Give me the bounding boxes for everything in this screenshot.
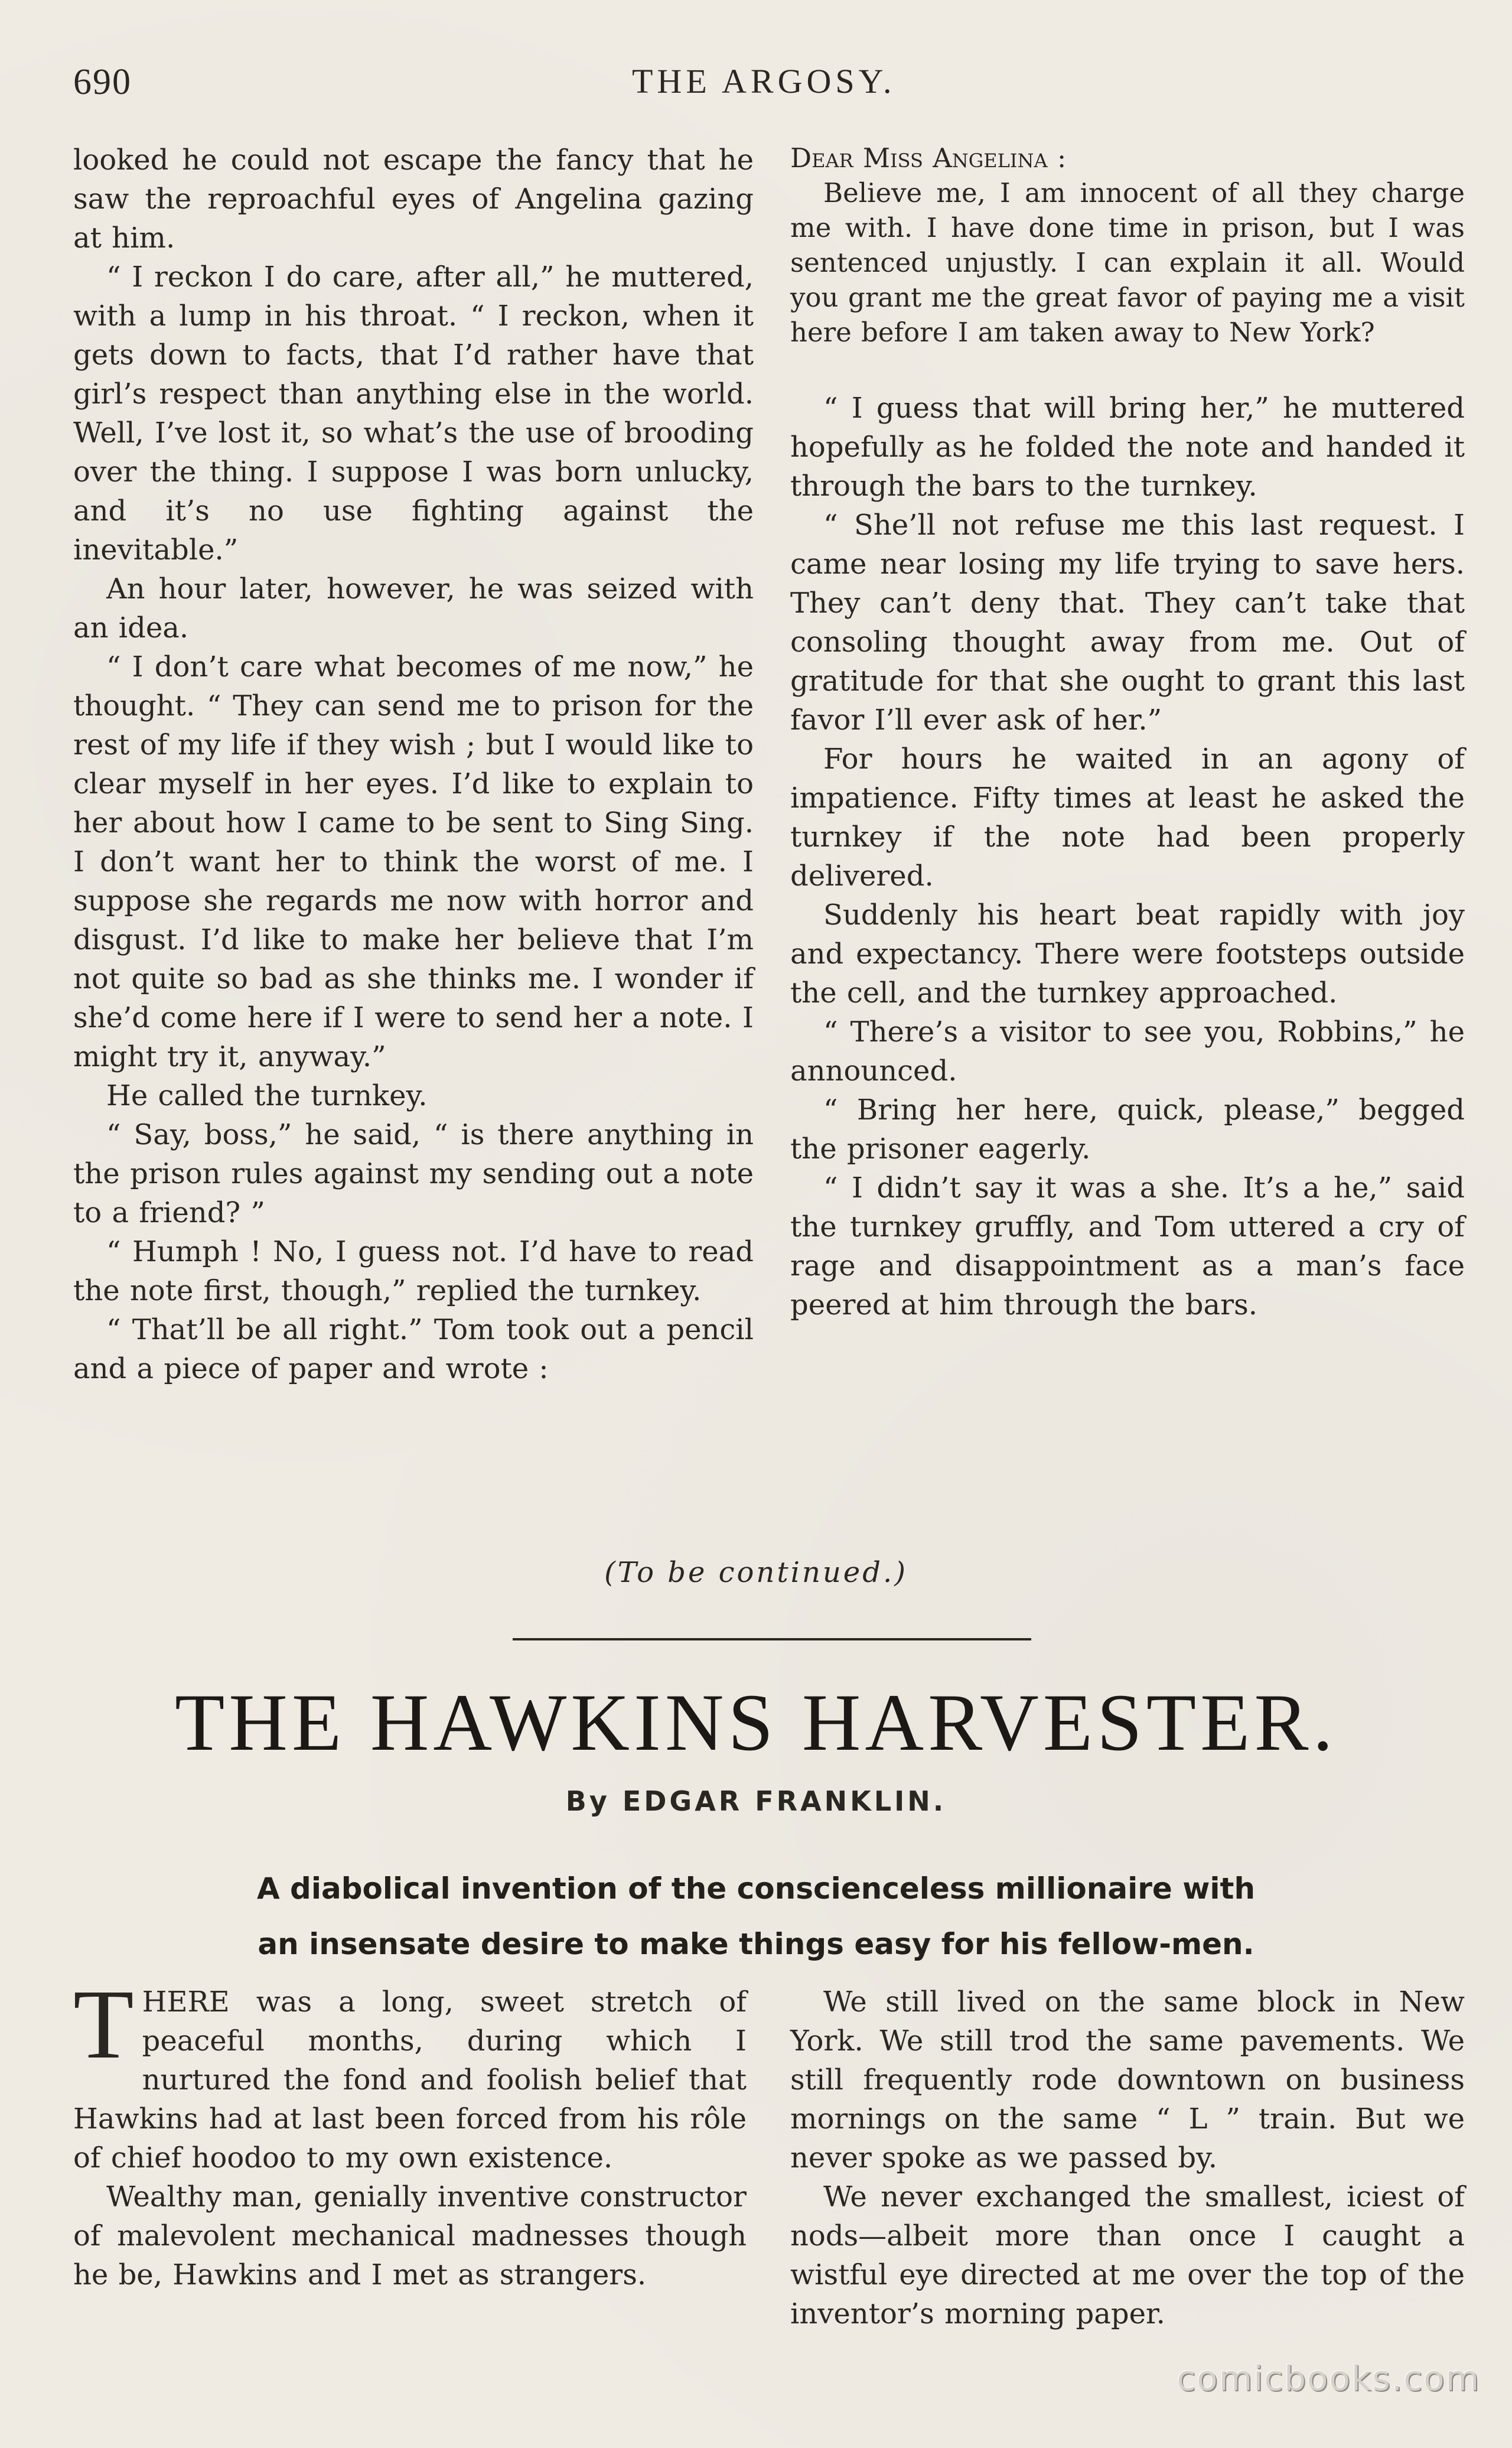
paragraph: For hours he waited in an agony of impatience. Fifty times at least he asked the turnkey if the note had been properly delivered. bbox=[790, 743, 1465, 893]
author-name: EDGAR FRANKLIN. bbox=[622, 1785, 947, 1817]
paragraph: Suddenly his heart beat rapidly with joy and expectancy. There were footsteps outside the cell, and the turnkey approached. bbox=[790, 899, 1465, 1010]
paragraph: An hour later, however, he was seized with an idea. bbox=[73, 572, 754, 644]
paragraph: “ Humph ! No, I guess not. I’d have to read the note first, though,” replied the turnkey. bbox=[73, 1235, 754, 1307]
subtitle-line: an insensate desire to make things easy for his fellow-men. bbox=[258, 1927, 1254, 1961]
paragraph: “ Say, boss,” he said, “ is there anything in the prison rules against my sending out a note to a friend? ” bbox=[73, 1118, 754, 1229]
paragraph: “ I guess that will bring her,” he muttered hopefully as he folded the note and handed it through the bars to the turnkey. bbox=[790, 392, 1465, 503]
paragraph: He called the turnkey. bbox=[106, 1079, 428, 1112]
story-title: THE HAWKINS HARVESTER. bbox=[175, 1677, 1337, 1767]
note-letter bbox=[790, 141, 1465, 350]
paragraph: “ Bring her here, quick, please,” begged the prisoner eagerly. bbox=[790, 1093, 1465, 1166]
paragraph: Wealthy man, genially inventive constructor of malevolent mechanical madnesses though he be, Hawkins and I met as strangers. bbox=[73, 2180, 747, 2291]
paragraph: “ She’ll not refuse me this last request. I came near losing my life trying to save hers. They can’t deny that. They can’t take that consoling thought away from me. Out of gratitude for that she ought to grant this last favor I’ll ever ask of her.” bbox=[790, 509, 1465, 737]
page-number: 690 bbox=[73, 62, 132, 102]
story1-left-column bbox=[73, 141, 754, 1388]
paragraph: “ I don’t care what becomes of me now,” he thought. “ They can send me to prison for the rest of my life if they wish ; but I would like to clear myself in her eyes. I’d like to explain to her about how I came to be sent to Sing Sing. I don’t want her to think the worst of me. I suppose she regards me now with horror and disgust. I’d like to make her believe that I’m not quite so bad as she thinks me. I wonder if she’d come here if I were to send her a note. I might try it, anyway.” bbox=[73, 650, 754, 1073]
paragraph: “ There’s a visitor to see you, Robbins,” he announced. bbox=[790, 1015, 1465, 1088]
subtitle-line: A diabolical invention of the conscienceless millionaire with bbox=[256, 1871, 1256, 1906]
paragraph: looked he could not escape the fancy that he saw the reproachful eyes of Angelina gazing at him. bbox=[73, 144, 754, 255]
paragraph: “ I reckon I do care, after all,” he muttered, with a lump in his throat. “ I reckon, when it gets down to facts, that I’d rather have that girl’s respect than anything else in the world. Well, I’ve lost it, so what’s the use of brooding over the thing. I suppose I was born unlucky, and it’s no use fighting against the inevitable.” bbox=[73, 261, 754, 567]
opening-text: HERE was a long, sweet stretch of peaceful months, during which I nurtured the fond and foolish belief that Hawkins had at last been forced from his rôle of chief hoodoo to my own existence. bbox=[73, 1985, 747, 2174]
drop-cap: T bbox=[73, 1970, 134, 2079]
story-subtitle bbox=[177, 1861, 1335, 1972]
paragraph: We still lived on the same block in New York. We still trod the same pavements. We still frequently rode downtown on business mornings on the same “ L ” train. But we never spoke as we passed by. bbox=[790, 1985, 1465, 2174]
opening-paragraph bbox=[73, 1970, 747, 2177]
paragraph: “ That’ll be all right.” Tom took out a pencil and a piece of paper and wrote : bbox=[73, 1313, 754, 1385]
paragraph: “ I didn’t say it was a she. It’s a he,” said the turnkey gruffly, and Tom uttered a cry of rage and disappointment as a man’s face peered at him through the bars. bbox=[790, 1171, 1465, 1321]
section-divider bbox=[513, 1638, 1031, 1640]
byline bbox=[0, 1785, 1512, 1817]
letter-salutation: Dear Miss Angelina : bbox=[790, 142, 1067, 174]
watermark-logo: comicbooks.com bbox=[1177, 2358, 1480, 2398]
to-be-continued: (To be continued.) bbox=[604, 1556, 908, 1589]
letter-body: Believe me, I am innocent of all they charge me with. I have done time in prison, but I was sentenced unjustly. I can explain it all. Would you grant me the great favor of paying me a visit here before I am taken away to New York? bbox=[790, 177, 1465, 348]
story2-left-column bbox=[73, 1970, 747, 2294]
paragraph: We never exchanged the smallest, iciest of nods—albeit more than once I caught a wistful eye directed at me over the top of the inventor’s morning paper. bbox=[790, 2180, 1465, 2330]
byline-prefix: By bbox=[565, 1785, 610, 1817]
running-title: THE ARGOSY. bbox=[632, 62, 896, 100]
story2-right-column bbox=[790, 1983, 1465, 2333]
story1-right-column bbox=[790, 141, 1465, 1324]
